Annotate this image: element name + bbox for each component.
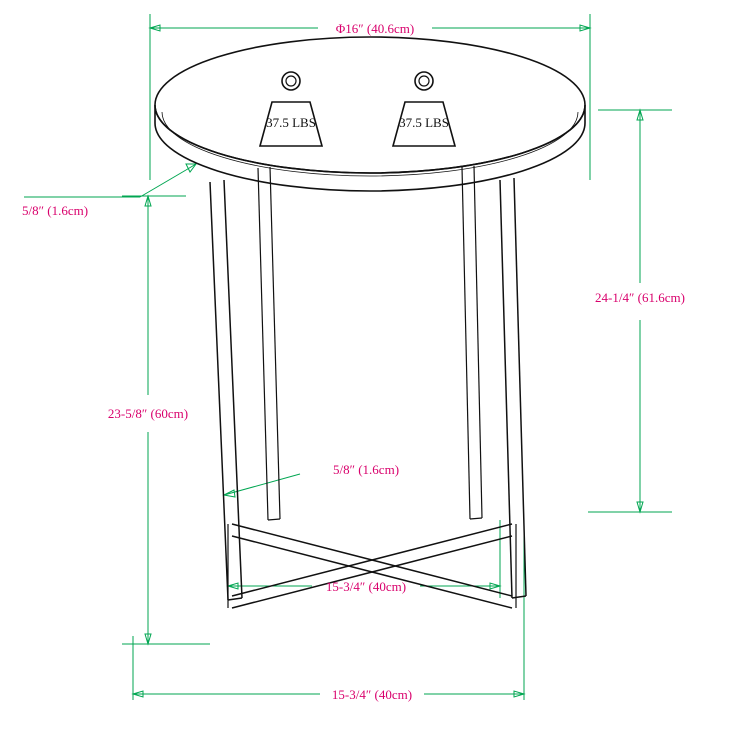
leg-front-right-inner: [500, 180, 512, 598]
table-drawing-group: [155, 37, 585, 608]
leg-front-left-foot: [228, 598, 242, 600]
weight-handle-left-icon: [282, 72, 300, 90]
leg-rear-right-outer: [474, 166, 482, 518]
table-top-rim-line: [162, 112, 578, 176]
label-base-depth: 15-3/4″ (40cm): [325, 579, 407, 594]
leg-rear-left-inner: [270, 167, 280, 519]
dimension-lines-group: [24, 14, 672, 700]
label-tube-thickness: 5/8″ (1.6cm): [332, 462, 400, 477]
leader-top-thickness-diag: [140, 170, 186, 197]
weight-capacity-right-label: 37.5 LBS: [399, 115, 449, 130]
arrow-top-thickness: [186, 164, 196, 172]
table-top-surface: [155, 37, 585, 173]
label-base-width: 15-3/4″ (40cm): [331, 687, 413, 702]
weight-handle-hole-left-icon: [286, 76, 296, 86]
leg-front-left-inner: [224, 180, 242, 598]
leg-rear-right-foot: [470, 518, 482, 519]
label-leg-height: 23-5/8″ (60cm): [107, 406, 189, 421]
leg-rear-left-foot: [268, 519, 280, 520]
label-top-thickness: 5/8″ (1.6cm): [22, 203, 89, 218]
weight-handle-hole-right-icon: [419, 76, 429, 86]
label-top-diameter: Φ16″ (40.6cm): [335, 21, 415, 36]
leg-rear-right-inner: [462, 167, 470, 519]
label-overall-height: 24-1/4″ (61.6cm): [595, 290, 685, 305]
table-top-edge: [155, 105, 585, 191]
weight-capacity-left-label: 37.5 LBS: [266, 115, 316, 130]
weight-icons-group: [260, 72, 455, 146]
leg-rear-left-outer: [258, 168, 268, 520]
weight-icon-left: [260, 72, 322, 146]
leg-front-left-outer: [210, 182, 228, 600]
weight-icon-right: [393, 72, 455, 146]
leader-tube-thickness: [224, 474, 300, 495]
weight-handle-right-icon: [415, 72, 433, 90]
